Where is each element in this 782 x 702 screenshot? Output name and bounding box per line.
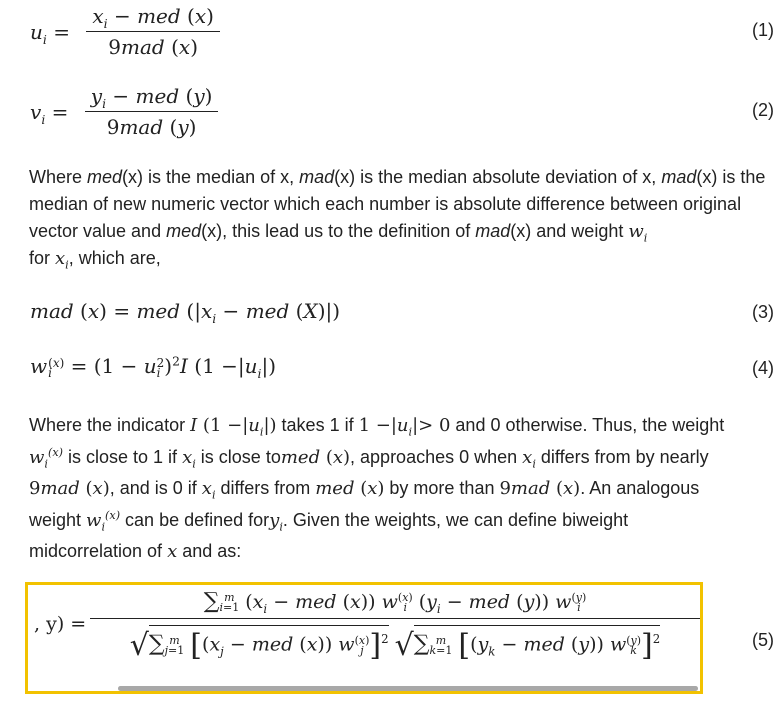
text-run: . Given the weights, we can define biweight — [282, 509, 629, 530]
text-run: , approaches 0 when — [350, 446, 523, 467]
text-run: med — [87, 167, 123, 187]
equation-4: w (x) i = (1 − u 2 i )$^2$I $(1 -|u_i|)$ (4) — [30, 353, 774, 381]
text-run: midcorrelation of — [29, 541, 168, 561]
text-run: . An analogous — [580, 478, 700, 498]
text-run: med — [166, 221, 202, 241]
text-run: and — [177, 541, 218, 561]
equation-2: $v_i$ = $\frac{y_i - med (y)}{\text{9mad (y)}}$ (2) — [30, 84, 774, 139]
text-run: Where — [29, 167, 88, 187]
text-run: by more than — [384, 478, 500, 498]
equation-number: (4) — [752, 358, 774, 378]
text-run: for — [29, 248, 56, 268]
text-run: (x) is the median of x, — [122, 167, 300, 187]
text-run: mad — [475, 221, 511, 241]
text-run: Where the indicator — [29, 415, 191, 435]
equation-number: (1) — [752, 20, 774, 40]
text-run: as: — [217, 541, 242, 561]
text-run: mad — [299, 167, 335, 187]
text-run: weight — [29, 509, 87, 530]
text-run: can be defined for — [120, 509, 270, 530]
text-run: (x) is the median absolute deviation of x, — [334, 167, 662, 187]
text-run: differs from by nearly — [535, 446, 709, 467]
text-run: is close to — [195, 446, 281, 467]
equation-1: $u_i$ = $\frac{x_i - med (x)}{\text{9mad (x)}}$ (1) — [30, 4, 774, 59]
equation-lhs: , y) = — [34, 613, 87, 635]
text-run: , which are, — [68, 248, 161, 268]
text-run: (x) and weight — [510, 221, 629, 241]
text-run: (x) is the median of new numeric vector which each number is absolute difference between original vector value and — [29, 167, 766, 241]
highlighted-equation-box[interactable]: , y) = ∑ m i=1 ($x_i$ − med (x)) w (x) i ($y_i$ − med (y)) w (y) i √∑ m j=1 [($x_j$ − med (x)) w (x) j ]$^2$ √∑ m k=1 [($y_k$ − med (y)) w (y) k ]$^2$ — [25, 582, 703, 694]
equation-5 — [34, 613, 86, 635]
text-run: is close to 1 if — [63, 446, 183, 467]
equation-number: (5) — [752, 630, 774, 650]
horizontal-scrollbar[interactable] — [118, 686, 698, 691]
text-run: differs from — [215, 478, 316, 498]
text-run: mad — [661, 167, 697, 187]
equation-number: (3) — [752, 302, 774, 322]
scrollbar-thumb[interactable] — [118, 686, 698, 691]
text-run: takes 1 if — [276, 415, 359, 435]
paragraph-weights: Where the indicator I $(1 -|u_i|)$ takes 1 if $1 -|u_i|> 0$ and 0 otherwise. Thus, the weight $w_i^{(x)}$ is close to 1 if $x_i$ is close tomed (x), approaches 0 when $x_i$ differs from by nearly 9mad (x), and is 0 if $x_i$ differs from med (x) by more than 9mad (x). An analogous weight $w_i^{(x)}$ can be defined fory$_i$. Given the weights, we can define biweight midcorrelation of x and as: — [29, 415, 725, 562]
text-run: and 0 otherwise. Thus, the weight — [450, 415, 725, 435]
text-run: (x), this lead us to the definition of — [201, 221, 476, 241]
paragraph-definitions: Where med(x) is the median of x, mad(x) is the median absolute deviation of x, mad(x) is the median of new numeric vector which each number is absolute difference between original vector value and med(x), this lead us to the definition of mad(x) and weight $w_i$ for $x_i$, which are, — [29, 167, 766, 272]
equation-number: (2) — [752, 100, 774, 120]
equation-3: mad (x) = med ($|x_i$ − med (X)|) (3) — [30, 299, 774, 326]
text-run: , and is 0 if — [109, 478, 202, 498]
